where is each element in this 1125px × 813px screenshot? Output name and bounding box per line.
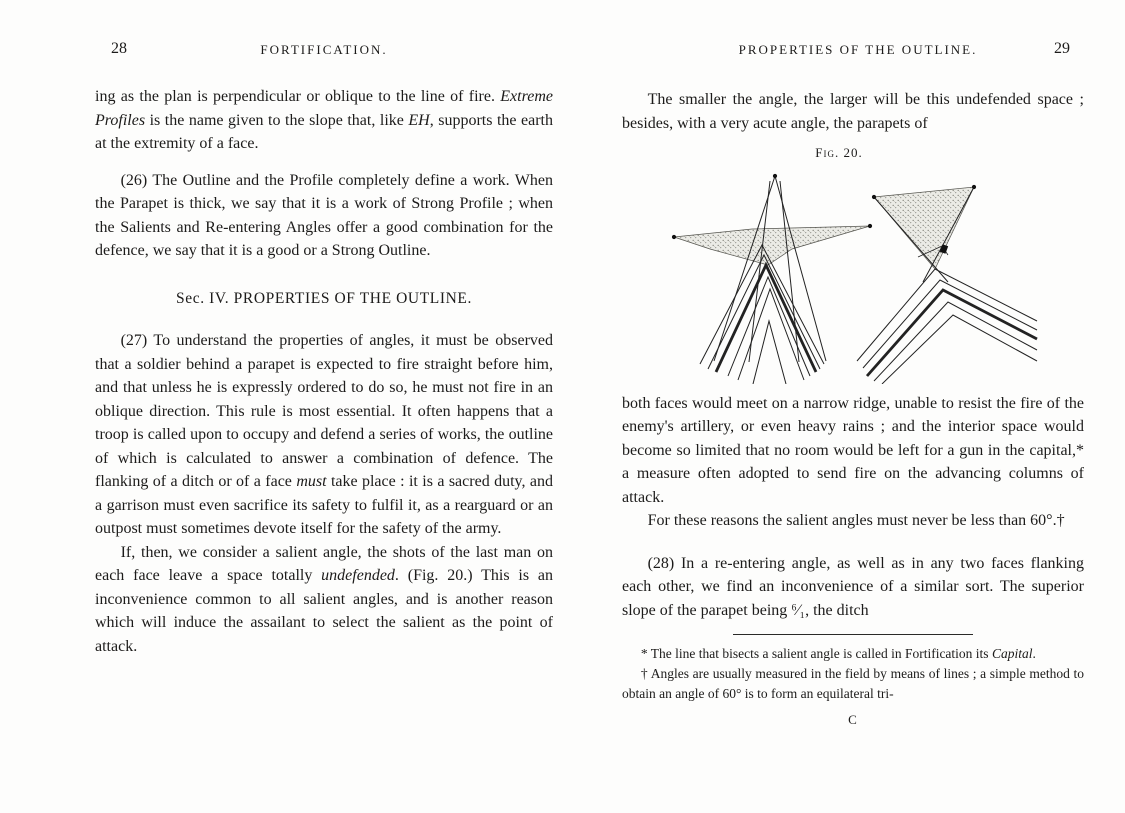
paragraph-28: (28) In a re-entering angle, as well as in any two faces flanking each other, we find an inconvenience of a similar sort. The superior slope of the parapet being ⁶⁄₁, the ditch: [622, 554, 1084, 619]
fire-point-dot: [872, 194, 876, 198]
left-page: [95, 42, 553, 658]
fire-point-dot: [672, 234, 676, 238]
signature-mark: C: [848, 712, 858, 727]
undefended-space-right: [874, 187, 974, 269]
figure-20: [622, 141, 1084, 384]
left-page-body: [95, 85, 553, 658]
paragraph-for-these-reasons: For these reasons the salient angles must never be less than 60°.†: [647, 512, 1065, 529]
undefended-space-left: [674, 226, 870, 265]
apex-dot: [773, 173, 777, 177]
paragraph-both-faces: both faces would meet on a narrow ridge, unable to resist the fire of the enemy's artillery, or even heavy rains ; and the interior space would become so limited that no room would be left for a gun in the capital,* a measure often adopted to send fire on the advancing columns of attack.: [622, 394, 1084, 506]
left-salient-figure: [672, 173, 872, 383]
page-number-28: 28: [111, 40, 127, 57]
right-salient-figure: [857, 184, 1037, 383]
paragraph-27: (27) To understand the properties of angles, it must be observed that a soldier behind a parapet is expected to fire straight before him, and that unless he is expressly ordered to do so, he must not fire in an oblique direction. This rule is most essential. It often happens that a troop is called upon to occupy and defend a series of works, the outline of which is calculated to answer a combination of defence. The flanking of a ditch or of a face must take place : it is a sacred duty, and a garrison must even sacrifice its safety to fulfil it, as a rearguard or an outpost must sometimes devote itself for the safety of the army.: [95, 332, 553, 537]
paragraph-26: (26) The Outline and the Profile completely define a work. When the Parapet is thick, we say that it is a work of Strong Profile ; when the Salients and Re-entering Angles offer a good combination for the defence, we say that it is a good or a Strong Outline.: [95, 171, 553, 259]
section-heading: Sec. IV. PROPERTIES OF THE OUTLINE.: [176, 289, 472, 307]
left-running-head-row: [95, 42, 553, 62]
figure-caption: Fig. 20.: [815, 145, 863, 160]
right-running-head-row: [622, 42, 1084, 62]
fig-20-diagram: [652, 169, 1072, 384]
running-head-right: PROPERTIES OF THE OUTLINE.: [738, 42, 978, 57]
footnote-rule: [733, 634, 973, 635]
footnote-angles: † Angles are usually measured in the field by means of lines ; a simple method to obtain an angle of 60° is to form an equilateral tri-: [622, 666, 1084, 701]
right-page: [622, 42, 1084, 732]
fire-point-dot: [972, 184, 976, 188]
paragraph-if-then: If, then, we consider a salient angle, the shots of the last man on each face leave a space totally undefended. (Fig. 20.) This is an inconvenience common to all salient angles, and is another reason which will induce the assailant to select the salient as the point of attack.: [95, 543, 553, 655]
fire-point-dot: [868, 223, 872, 227]
footnote-block: [622, 634, 1084, 732]
footnote-capital: * The line that bisects a salient angle is called in Fortification its Capital.: [640, 646, 1036, 661]
paragraph-continuation: ing as the plan is perpendicular or oblique to the line of fire. Extreme Profiles is the name given to the slope that, like EH, supports the earth at the extremity of a face.: [95, 88, 553, 152]
running-head-left: FORTIFICATION.: [260, 42, 388, 57]
right-page-body: [622, 88, 1084, 732]
page-number-29: 29: [1054, 40, 1070, 57]
paragraph-smaller-angle: The smaller the angle, the larger will be this undefended space ; besides, with a very acute angle, the parapets of: [622, 91, 1084, 132]
